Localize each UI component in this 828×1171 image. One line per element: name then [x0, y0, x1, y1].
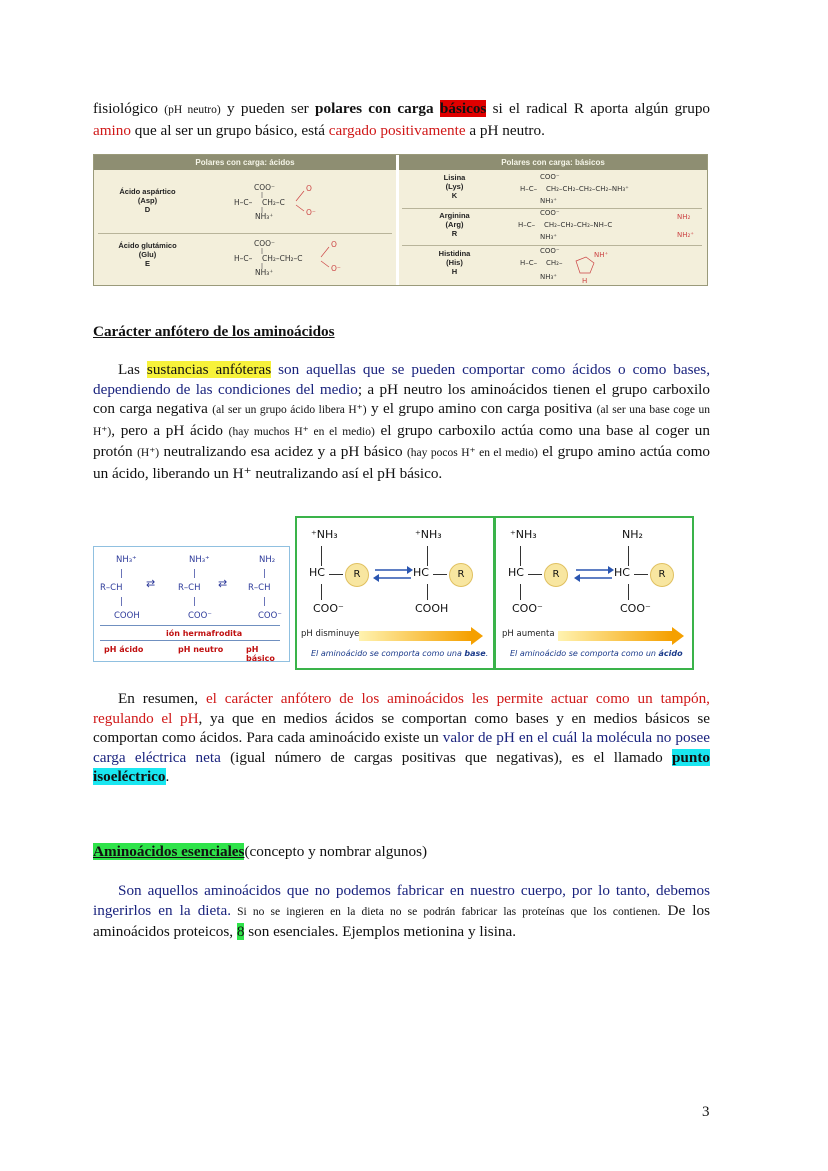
heading-anfotero: Carácter anfótero de los aminoácidos: [93, 323, 335, 340]
svg-text:O: O: [331, 240, 337, 249]
amino-acid-table: [93, 154, 708, 286]
svg-text:NH₃⁺: NH₃⁺: [540, 233, 558, 241]
equilibrium-arrow: ⇄: [218, 577, 228, 590]
aa-glu-name: Ácido glutámico (Glu) E: [118, 241, 177, 268]
svg-text:NH₃⁺: NH₃⁺: [540, 197, 558, 205]
svg-text:NH₃⁺: NH₃⁺: [540, 273, 558, 281]
highlight-punto-isoelectrico: punto isoeléctrico: [93, 748, 710, 785]
highlight-sustancias-anfoteras: sustancias anfóteras: [146, 361, 272, 378]
paragraph-esenciales: Son aquellos aminoácidos que no podemos fabricar en nuestro cuerpo, por lo tanto, debemos ingerirlos en la dieta. Si no se ingieren en la dieta no se podrán fabricar las proteínas que los contienen. De los aminoácidos proteicos, 8 son esenciales. Ejemplos metionina y lisina.: [93, 882, 710, 940]
svg-text:COO⁻: COO⁻: [254, 239, 276, 248]
table-header-acids: Polares con carga: ácidos: [94, 155, 396, 170]
base-formulas: [514, 171, 704, 285]
paragraph-resumen: En resumen, el carácter anfótero de los aminoácidos les permite actuar como un tampón, regulando el pH, ya que en medios ácidos se comportan como bases y en medios básicos se comportan como ácidos. Para cada aminoácido existe un valor de pH en el cuál la molécula no posee carga eléctrica neta (igual número de cargas positivas que negativas), es el llamado punto isoeléctrico.: [93, 690, 711, 785]
svg-text:NH₃⁺: NH₃⁺: [255, 212, 274, 221]
aa-lys-name: Lisina (Lys) K: [443, 173, 466, 200]
highlight-basicos: básicos: [439, 100, 487, 117]
svg-text:CH₂–: CH₂–: [546, 259, 563, 267]
aa-his-name: Histidina (His) H: [438, 249, 471, 276]
svg-text:NH₃⁺: NH₃⁺: [255, 268, 274, 277]
figure-caption-base: El aminoácido se comporta como una base.: [311, 649, 489, 658]
svg-text:CH₂–CH₂–CH₂–CH₂–NH₃⁺: CH₂–CH₂–CH₂–CH₂–NH₃⁺: [546, 185, 629, 193]
paragraph-polar-basic: fisiológico (pH neutro) y pueden ser polares con carga básicos si el radical R aporta algún grupo amino que al ser un grupo básico, está cargado positivamente a pH neutro.: [93, 100, 711, 139]
svg-text:COO⁻: COO⁻: [540, 173, 560, 181]
equilibrium-arrows: [574, 562, 614, 586]
ph-increase-bar: [558, 631, 672, 641]
svg-text:H–C–: H–C–: [234, 254, 253, 263]
svg-text:COO⁻: COO⁻: [254, 183, 276, 192]
svg-text:NH₂: NH₂: [677, 213, 691, 221]
equilibrium-arrow: ⇄: [146, 577, 156, 590]
figure-acid-medium: ⁺NH₃ ⁺NH₃ HC R HC R COO⁻ COOH pH disminuye El aminoácido se comporta como una base.: [295, 516, 495, 670]
paragraph-anfotero: Las sustancias anfóteras son aquellas que se pueden comportar como ácidos o como bases, dependiendo de las condiciones del medio; a pH neutro los aminoácidos tienen el grupo carboxilo con carga negativa (al ser un grupo ácido libera H⁺) y el grupo amino con carga positiva (al ser una base coge un H⁺), pero a pH ácido (hay muchos H⁺ en el medio) el grupo carboxilo actúa como una base al coger un protón (H⁺) neutralizando esa acidez y a pH básico (hay pocos H⁺ en el medio) el grupo amino actúa como un ácido, liberando un H⁺ neutralizando así el pH básico.: [93, 361, 711, 482]
svg-text:H–C–: H–C–: [520, 185, 538, 193]
acid-formulas: [224, 177, 394, 282]
aa-arg-name: Arginina (Arg) R: [439, 211, 470, 238]
svg-text:CH₂–CH₂–CH₂–NH–C: CH₂–CH₂–CH₂–NH–C: [544, 221, 613, 229]
ph-decrease-bar: [359, 631, 471, 641]
aa-asp-name: Ácido aspártico (Asp) D: [119, 187, 176, 214]
svg-text:O⁻: O⁻: [306, 208, 316, 217]
heading-esenciales: Aminoácidos esenciales(concepto y nombrar algunos): [93, 843, 428, 860]
svg-text:H: H: [582, 277, 588, 285]
svg-text:O: O: [306, 184, 312, 193]
svg-text:H–C–: H–C–: [518, 221, 536, 229]
svg-text:O⁻: O⁻: [331, 264, 341, 273]
page-number: 3: [702, 1104, 710, 1120]
svg-text:NH⁺: NH⁺: [594, 251, 609, 259]
svg-text:NH₂⁺: NH₂⁺: [677, 231, 695, 239]
svg-text:CH₂–C: CH₂–C: [262, 198, 285, 207]
svg-text:H–C–: H–C–: [234, 198, 253, 207]
svg-text:COO⁻: COO⁻: [540, 209, 560, 217]
figure-caption-acid: El aminoácido se comporta como un ácido: [510, 649, 683, 658]
figure-ph-forms: NH₃⁺ NH₃⁺ NH₂ | | | R–CH R–CH R–CH ⇄ ⇄ | | | COOH COO⁻ COO⁻ ión hermafrodita pH ácido pH neutro pH básico: [93, 546, 290, 662]
equilibrium-arrows: [373, 562, 413, 586]
table-divider: [396, 155, 399, 285]
table-header-bases: Polares con carga: básicos: [399, 155, 707, 170]
highlight-number: 8: [236, 923, 245, 940]
svg-text:COO⁻: COO⁻: [540, 247, 560, 255]
svg-text:H–C–: H–C–: [520, 259, 538, 267]
figure-basic-medium: ⁺NH₃ NH₂ HC R HC R COO⁻ COO⁻ pH aumenta El aminoácido se comporta como un ácido: [494, 516, 694, 670]
svg-text:CH₂–CH₂–C: CH₂–CH₂–C: [262, 254, 303, 263]
